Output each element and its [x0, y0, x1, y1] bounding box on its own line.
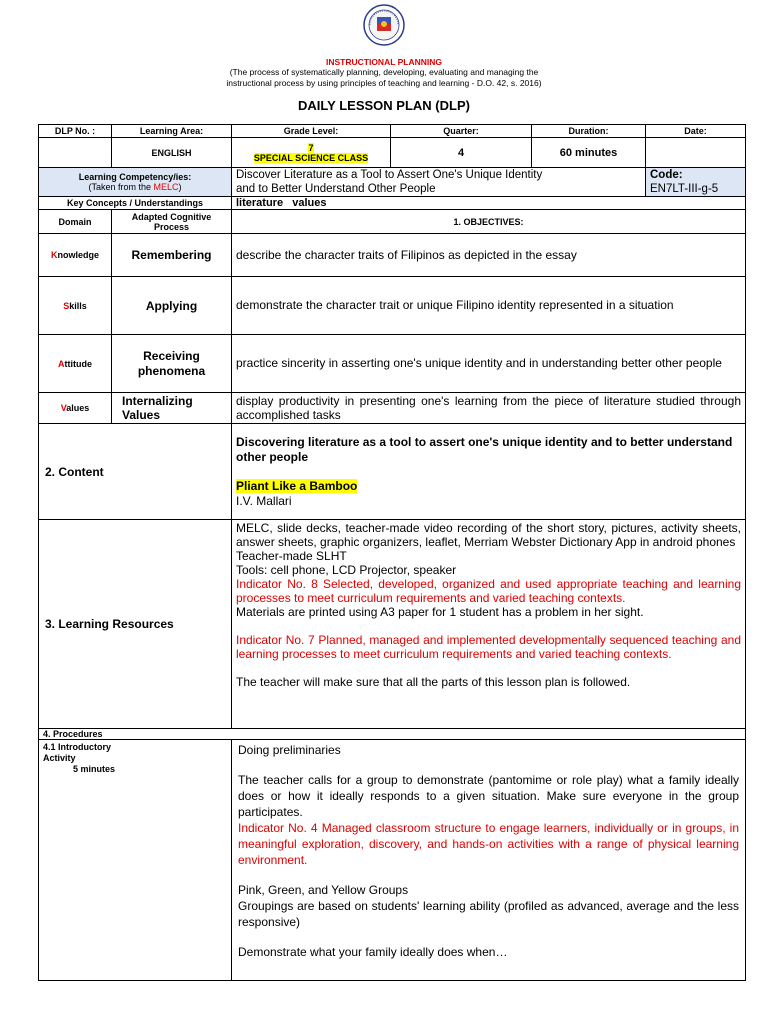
introductory-activity-label: 4.1 Introductory Activity 5 minutes	[39, 740, 232, 981]
deped-seal-logo	[363, 4, 405, 46]
key-concepts-row	[39, 197, 746, 210]
objective-knowledge: describe the character traits of Filipinos as depicted in the essay	[232, 234, 746, 277]
duration-value: 60 minutes	[532, 138, 646, 168]
activity-preliminaries: Doing preliminaries	[238, 743, 341, 757]
content-heading: Discovering literature as a tool to assert one's unique identity and to better understand other people	[236, 434, 733, 464]
objective-skills: demonstrate the character trait or unique Filipino identity represented in a situation	[232, 277, 746, 335]
domain-skills: Skills	[39, 277, 112, 335]
domain-header: Domain	[39, 210, 112, 234]
content-row	[39, 424, 746, 520]
key-concepts-label: Key Concepts / Understandings	[39, 197, 232, 210]
resources-slht: Teacher-made SLHT	[236, 549, 347, 563]
learning-area-label: Learning Area:	[112, 125, 232, 138]
info-values-row	[39, 138, 746, 168]
process-header: Adapted Cognitive Process	[112, 210, 232, 234]
domain-row-skills	[39, 277, 746, 335]
introductory-activity-row	[39, 740, 746, 981]
melc-source: MELC	[153, 182, 179, 192]
quarter-label: Quarter:	[391, 125, 532, 138]
duration-label: Duration:	[532, 125, 646, 138]
resources-a3-note: Materials are printed using A3 paper for 1 student has a problem in her sight.	[236, 605, 644, 619]
content-cell	[232, 424, 746, 520]
story-title: Pliant Like a Bamboo	[236, 478, 358, 493]
date-value	[646, 138, 746, 168]
introductory-activity-cell	[232, 740, 746, 981]
domain-row-values	[39, 393, 746, 424]
indicator-4: Indicator No. 4 Managed classroom structure to engage learners, individually or in groups, in meaningful exploration, discovery, and hands-on activities with a range of physical learning environment.	[238, 821, 739, 867]
objectives-header-row	[39, 210, 746, 234]
resources-label: 3. Learning Resources	[39, 520, 232, 729]
story-author: I.V. Mallari	[236, 493, 292, 508]
domain-values: Values	[39, 393, 112, 424]
instructional-planning-subtitle: (The process of systematically planning, developing, evaluating and managing the instructional process by using principles of teaching and learning - D.O. 42, s. 2016)	[226, 67, 542, 88]
objective-values: display productivity in presenting one's learning from the piece of literature studied through accomplished tasks	[232, 393, 746, 424]
process-remembering: Remembering	[112, 234, 232, 277]
date-label: Date:	[646, 125, 746, 138]
grade-number: 7	[308, 142, 314, 153]
indicator-8: Indicator No. 8 Selected, developed, organized and used appropriate teaching and learning processes to meet curriculum requirements and varied teaching contexts.	[236, 577, 741, 605]
grade-level-label: Grade Level:	[232, 125, 391, 138]
resources-row	[39, 520, 746, 729]
competency-label: Learning Competency/ies: (Taken from the MELC)	[39, 168, 232, 197]
quarter-value: 4	[391, 138, 532, 168]
procedures-label: 4. Procedures	[39, 729, 746, 740]
page-title: DAILY LESSON PLAN (DLP)	[298, 98, 470, 113]
competency-code: Code: EN7LT-III-g-5	[646, 168, 746, 197]
class-name: SPECIAL SCIENCE CLASS	[253, 152, 369, 163]
indicator-7: Indicator No. 7 Planned, managed and implemented developmentally sequenced teaching and learning processes to meet curriculum requirements and varied teaching contexts.	[236, 633, 741, 661]
competency-row	[39, 168, 746, 197]
domain-knowledge: Knowledge	[39, 234, 112, 277]
resources-tools: Tools: cell phone, LCD Projector, speaker	[236, 563, 457, 577]
domain-attitude: Attitude	[39, 335, 112, 393]
domain-row-knowledge	[39, 234, 746, 277]
activity-demonstrate: The teacher calls for a group to demonstrate (pantomime or role play) what a family ideally does or how it ideally responds to a given situation. Make sure everyone in the group participates.	[238, 773, 739, 819]
lesson-plan-table	[38, 124, 746, 981]
dlp-no-label: DLP No. :	[39, 125, 112, 138]
content-label: 2. Content	[39, 424, 232, 520]
activity-prompt: Demonstrate what your family ideally does when…	[238, 945, 508, 959]
procedures-row	[39, 729, 746, 740]
instructional-planning-title: INSTRUCTIONAL PLANNING	[325, 57, 442, 67]
resources-materials: MELC, slide decks, teacher-made video recording of the short story, pictures, activity sheets, answer sheets, graphic organizers, leaflet, Merriam Webster Dictionary App in android phones	[236, 521, 741, 549]
info-header-row	[39, 125, 746, 138]
learning-area-value: ENGLISH	[112, 138, 232, 168]
dlp-no-value	[39, 138, 112, 168]
process-applying: Applying	[112, 277, 232, 335]
resources-teacher-note: The teacher will make sure that all the parts of this lesson plan is followed.	[236, 675, 631, 689]
process-receiving: Receiving phenomena	[112, 335, 232, 393]
competency-text: Discover Literature as a Tool to Assert One's Unique Identity and to Better Understand Other People	[232, 168, 646, 197]
activity-groupings: Groupings are based on students' learning ability (profiled as advanced, average and the less responsive)	[238, 899, 739, 929]
domain-row-attitude	[39, 335, 746, 393]
objectives-header: 1. OBJECTIVES:	[232, 210, 746, 234]
activity-groups: Pink, Green, and Yellow Groups	[238, 883, 409, 897]
objective-attitude: practice sincerity in asserting one's unique identity and in understanding better other people	[232, 335, 746, 393]
resources-cell	[232, 520, 746, 729]
grade-level-value	[232, 138, 391, 168]
process-internalizing: Internalizing Values	[112, 393, 232, 424]
key-concepts-value: literature values	[232, 197, 746, 210]
